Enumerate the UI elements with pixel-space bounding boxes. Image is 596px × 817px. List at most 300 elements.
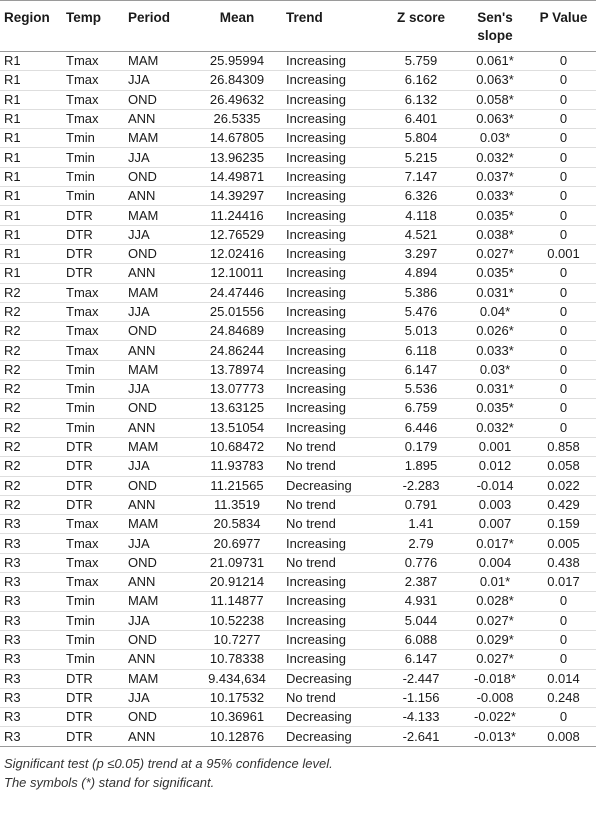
- cell-region: R1: [0, 187, 64, 206]
- cell-temp: Tmax: [64, 341, 126, 360]
- table-row: [0, 611, 596, 630]
- cell-region: R1: [0, 52, 64, 71]
- cell-region: R3: [0, 611, 64, 630]
- cell-trend: Increasing: [280, 360, 383, 379]
- cell-p-value: 0: [531, 264, 596, 283]
- cell-period: OND: [126, 630, 194, 649]
- table-row: [0, 380, 596, 399]
- cell-z-score: -2.641: [383, 727, 459, 746]
- table-row: [0, 457, 596, 476]
- cell-z-score: -1.156: [383, 688, 459, 707]
- table-row: [0, 167, 596, 186]
- cell-mean: 13.78974: [194, 360, 280, 379]
- cell-p-value: 0: [531, 206, 596, 225]
- cell-period: JJA: [126, 148, 194, 167]
- table-row: [0, 553, 596, 572]
- cell-sens-slope: -0.022*: [459, 708, 531, 727]
- cell-region: R3: [0, 534, 64, 553]
- cell-sens-slope: 0.031*: [459, 380, 531, 399]
- table-row: [0, 225, 596, 244]
- cell-region: R2: [0, 495, 64, 514]
- table-row: [0, 476, 596, 495]
- cell-temp: Tmax: [64, 322, 126, 341]
- cell-z-score: 1.41: [383, 515, 459, 534]
- cell-mean: 13.96235: [194, 148, 280, 167]
- cell-trend: Increasing: [280, 244, 383, 263]
- cell-z-score: -2.447: [383, 669, 459, 688]
- cell-sens-slope: 0.038*: [459, 225, 531, 244]
- cell-mean: 14.49871: [194, 167, 280, 186]
- table-row: [0, 630, 596, 649]
- cell-trend: Increasing: [280, 129, 383, 148]
- cell-mean: 20.91214: [194, 573, 280, 592]
- cell-temp: DTR: [64, 437, 126, 456]
- cell-trend: Increasing: [280, 592, 383, 611]
- cell-region: R3: [0, 573, 64, 592]
- cell-z-score: 5.044: [383, 611, 459, 630]
- cell-trend: Increasing: [280, 148, 383, 167]
- cell-trend: Increasing: [280, 90, 383, 109]
- cell-sens-slope: 0.063*: [459, 109, 531, 128]
- table-row: [0, 708, 596, 727]
- table-row: [0, 399, 596, 418]
- cell-period: MAM: [126, 669, 194, 688]
- cell-sens-slope: 0.058*: [459, 90, 531, 109]
- cell-period: JJA: [126, 688, 194, 707]
- cell-mean: 24.47446: [194, 283, 280, 302]
- cell-sens-slope: 0.035*: [459, 399, 531, 418]
- table-row: [0, 109, 596, 128]
- table-row: [0, 148, 596, 167]
- cell-period: OND: [126, 708, 194, 727]
- header-p-value: P Value: [531, 1, 596, 52]
- cell-p-value: 0: [531, 380, 596, 399]
- table-row: [0, 669, 596, 688]
- cell-temp: DTR: [64, 688, 126, 707]
- cell-sens-slope: 0.027*: [459, 244, 531, 263]
- cell-z-score: 2.79: [383, 534, 459, 553]
- cell-trend: Increasing: [280, 380, 383, 399]
- cell-trend: No trend: [280, 457, 383, 476]
- cell-z-score: 6.132: [383, 90, 459, 109]
- cell-mean: 10.7277: [194, 630, 280, 649]
- cell-region: R3: [0, 669, 64, 688]
- cell-period: ANN: [126, 187, 194, 206]
- cell-p-value: 0: [531, 225, 596, 244]
- cell-p-value: 0: [531, 109, 596, 128]
- cell-temp: Tmin: [64, 148, 126, 167]
- cell-sens-slope: 0.028*: [459, 592, 531, 611]
- table-row: [0, 71, 596, 90]
- table-row: [0, 360, 596, 379]
- cell-p-value: 0.438: [531, 553, 596, 572]
- cell-temp: Tmin: [64, 380, 126, 399]
- cell-z-score: 6.147: [383, 650, 459, 669]
- cell-period: OND: [126, 167, 194, 186]
- cell-sens-slope: 0.032*: [459, 148, 531, 167]
- cell-region: R2: [0, 302, 64, 321]
- cell-period: ANN: [126, 341, 194, 360]
- cell-p-value: 0.858: [531, 437, 596, 456]
- cell-mean: 12.02416: [194, 244, 280, 263]
- cell-trend: Increasing: [280, 611, 383, 630]
- cell-trend: Increasing: [280, 322, 383, 341]
- cell-mean: 26.49632: [194, 90, 280, 109]
- cell-period: ANN: [126, 109, 194, 128]
- cell-region: R1: [0, 244, 64, 263]
- cell-trend: Increasing: [280, 71, 383, 90]
- cell-p-value: 0: [531, 302, 596, 321]
- cell-region: R1: [0, 148, 64, 167]
- cell-p-value: 0.429: [531, 495, 596, 514]
- header-row: [0, 1, 596, 52]
- table-row: [0, 515, 596, 534]
- cell-sens-slope: 0.033*: [459, 341, 531, 360]
- cell-temp: DTR: [64, 244, 126, 263]
- cell-sens-slope: 0.037*: [459, 167, 531, 186]
- cell-mean: 11.24416: [194, 206, 280, 225]
- cell-period: OND: [126, 322, 194, 341]
- table-header: [0, 1, 596, 52]
- cell-sens-slope: 0.01*: [459, 573, 531, 592]
- cell-temp: DTR: [64, 264, 126, 283]
- cell-temp: DTR: [64, 457, 126, 476]
- cell-mean: 10.68472: [194, 437, 280, 456]
- cell-sens-slope: 0.004: [459, 553, 531, 572]
- cell-p-value: 0: [531, 52, 596, 71]
- cell-trend: Increasing: [280, 109, 383, 128]
- cell-p-value: 0.014: [531, 669, 596, 688]
- cell-mean: 11.93783: [194, 457, 280, 476]
- header-z-score: Z score: [383, 1, 459, 52]
- cell-mean: 20.5834: [194, 515, 280, 534]
- cell-mean: 21.09731: [194, 553, 280, 572]
- cell-z-score: 5.476: [383, 302, 459, 321]
- cell-region: R3: [0, 592, 64, 611]
- cell-temp: DTR: [64, 206, 126, 225]
- cell-mean: 12.10011: [194, 264, 280, 283]
- cell-period: JJA: [126, 71, 194, 90]
- table-row: [0, 437, 596, 456]
- cell-sens-slope: 0.003: [459, 495, 531, 514]
- cell-temp: Tmin: [64, 167, 126, 186]
- cell-period: ANN: [126, 264, 194, 283]
- cell-period: JJA: [126, 380, 194, 399]
- cell-region: R1: [0, 225, 64, 244]
- cell-trend: Decreasing: [280, 669, 383, 688]
- table-row: [0, 534, 596, 553]
- cell-p-value: 0: [531, 167, 596, 186]
- cell-z-score: 6.759: [383, 399, 459, 418]
- cell-temp: DTR: [64, 669, 126, 688]
- table-row: [0, 244, 596, 263]
- cell-p-value: 0.001: [531, 244, 596, 263]
- cell-z-score: -2.283: [383, 476, 459, 495]
- cell-temp: Tmax: [64, 283, 126, 302]
- cell-temp: DTR: [64, 495, 126, 514]
- cell-sens-slope: 0.035*: [459, 206, 531, 225]
- cell-z-score: 4.931: [383, 592, 459, 611]
- cell-p-value: 0.159: [531, 515, 596, 534]
- cell-sens-slope: 0.03*: [459, 129, 531, 148]
- table-row: [0, 52, 596, 71]
- cell-z-score: 4.521: [383, 225, 459, 244]
- cell-temp: DTR: [64, 476, 126, 495]
- cell-temp: Tmin: [64, 399, 126, 418]
- cell-p-value: 0: [531, 650, 596, 669]
- cell-temp: DTR: [64, 708, 126, 727]
- cell-p-value: 0: [531, 148, 596, 167]
- cell-period: OND: [126, 553, 194, 572]
- cell-z-score: 5.386: [383, 283, 459, 302]
- cell-p-value: 0: [531, 71, 596, 90]
- cell-period: ANN: [126, 495, 194, 514]
- cell-mean: 11.3519: [194, 495, 280, 514]
- cell-region: R1: [0, 206, 64, 225]
- cell-region: R1: [0, 90, 64, 109]
- cell-trend: Increasing: [280, 302, 383, 321]
- cell-period: MAM: [126, 129, 194, 148]
- cell-z-score: 3.297: [383, 244, 459, 263]
- cell-region: R3: [0, 688, 64, 707]
- cell-sens-slope: 0.017*: [459, 534, 531, 553]
- cell-trend: Increasing: [280, 264, 383, 283]
- cell-trend: Decreasing: [280, 727, 383, 746]
- cell-period: JJA: [126, 302, 194, 321]
- header-temp: Temp: [64, 1, 126, 52]
- cell-period: ANN: [126, 727, 194, 746]
- cell-trend: No trend: [280, 553, 383, 572]
- cell-z-score: 0.776: [383, 553, 459, 572]
- cell-z-score: 4.894: [383, 264, 459, 283]
- cell-sens-slope: 0.061*: [459, 52, 531, 71]
- cell-trend: No trend: [280, 688, 383, 707]
- cell-mean: 11.14877: [194, 592, 280, 611]
- cell-mean: 9.434,634: [194, 669, 280, 688]
- cell-region: R2: [0, 476, 64, 495]
- cell-z-score: 4.118: [383, 206, 459, 225]
- cell-temp: Tmin: [64, 129, 126, 148]
- cell-region: R3: [0, 708, 64, 727]
- cell-region: R3: [0, 553, 64, 572]
- cell-trend: Increasing: [280, 52, 383, 71]
- cell-period: MAM: [126, 515, 194, 534]
- cell-period: MAM: [126, 206, 194, 225]
- cell-region: R1: [0, 71, 64, 90]
- cell-z-score: 5.013: [383, 322, 459, 341]
- cell-trend: Increasing: [280, 206, 383, 225]
- cell-p-value: 0.005: [531, 534, 596, 553]
- cell-temp: Tmax: [64, 71, 126, 90]
- cell-trend: Increasing: [280, 418, 383, 437]
- table-row: [0, 727, 596, 746]
- cell-z-score: 0.179: [383, 437, 459, 456]
- header-mean: Mean: [194, 1, 280, 52]
- cell-region: R2: [0, 418, 64, 437]
- cell-temp: Tmax: [64, 534, 126, 553]
- cell-sens-slope: 0.032*: [459, 418, 531, 437]
- cell-trend: No trend: [280, 437, 383, 456]
- table-footnotes: [0, 747, 558, 792]
- cell-sens-slope: -0.008: [459, 688, 531, 707]
- cell-trend: Increasing: [280, 225, 383, 244]
- cell-p-value: 0: [531, 129, 596, 148]
- cell-trend: Increasing: [280, 283, 383, 302]
- cell-temp: Tmin: [64, 187, 126, 206]
- cell-temp: DTR: [64, 225, 126, 244]
- cell-sens-slope: 0.033*: [459, 187, 531, 206]
- header-region: Region: [0, 1, 64, 52]
- cell-temp: Tmin: [64, 592, 126, 611]
- cell-trend: Increasing: [280, 573, 383, 592]
- table-row: [0, 322, 596, 341]
- cell-p-value: 0: [531, 630, 596, 649]
- cell-region: R3: [0, 630, 64, 649]
- cell-period: OND: [126, 244, 194, 263]
- cell-temp: DTR: [64, 727, 126, 746]
- table-row: [0, 341, 596, 360]
- cell-z-score: 6.147: [383, 360, 459, 379]
- cell-region: R2: [0, 283, 64, 302]
- cell-sens-slope: 0.027*: [459, 650, 531, 669]
- cell-mean: 10.52238: [194, 611, 280, 630]
- cell-z-score: 6.326: [383, 187, 459, 206]
- cell-period: OND: [126, 399, 194, 418]
- table-row: [0, 573, 596, 592]
- cell-period: JJA: [126, 457, 194, 476]
- cell-z-score: 6.162: [383, 71, 459, 90]
- cell-sens-slope: 0.027*: [459, 611, 531, 630]
- cell-trend: Increasing: [280, 341, 383, 360]
- cell-temp: Tmax: [64, 553, 126, 572]
- cell-mean: 24.86244: [194, 341, 280, 360]
- cell-z-score: 6.446: [383, 418, 459, 437]
- cell-trend: No trend: [280, 515, 383, 534]
- cell-temp: Tmax: [64, 515, 126, 534]
- cell-trend: Increasing: [280, 187, 383, 206]
- cell-sens-slope: -0.014: [459, 476, 531, 495]
- cell-z-score: 1.895: [383, 457, 459, 476]
- cell-trend: Decreasing: [280, 708, 383, 727]
- cell-mean: 14.67805: [194, 129, 280, 148]
- cell-mean: 13.63125: [194, 399, 280, 418]
- cell-z-score: 5.536: [383, 380, 459, 399]
- cell-p-value: 0: [531, 283, 596, 302]
- cell-period: JJA: [126, 225, 194, 244]
- cell-mean: 10.17532: [194, 688, 280, 707]
- cell-z-score: 7.147: [383, 167, 459, 186]
- cell-z-score: 6.118: [383, 341, 459, 360]
- cell-region: R2: [0, 437, 64, 456]
- cell-period: MAM: [126, 52, 194, 71]
- cell-p-value: 0: [531, 322, 596, 341]
- cell-sens-slope: 0.031*: [459, 283, 531, 302]
- cell-region: R1: [0, 129, 64, 148]
- table-row: [0, 302, 596, 321]
- cell-sens-slope: 0.012: [459, 457, 531, 476]
- cell-sens-slope: 0.063*: [459, 71, 531, 90]
- table-row: [0, 187, 596, 206]
- cell-region: R2: [0, 457, 64, 476]
- cell-temp: Tmax: [64, 573, 126, 592]
- cell-region: R2: [0, 399, 64, 418]
- cell-trend: No trend: [280, 495, 383, 514]
- cell-trend: Increasing: [280, 167, 383, 186]
- cell-region: R3: [0, 650, 64, 669]
- cell-temp: Tmin: [64, 360, 126, 379]
- footnote-significance: Significant test (p ≤0.05) trend at a 95% confidence level.: [4, 755, 333, 771]
- cell-mean: 12.76529: [194, 225, 280, 244]
- table-row: [0, 650, 596, 669]
- table-row: [0, 283, 596, 302]
- table-row: [0, 264, 596, 283]
- cell-mean: 26.84309: [194, 71, 280, 90]
- cell-mean: 25.95994: [194, 52, 280, 71]
- cell-sens-slope: 0.007: [459, 515, 531, 534]
- cell-mean: 13.51054: [194, 418, 280, 437]
- footnote-symbols: The symbols (*) stand for significant.: [4, 774, 215, 790]
- cell-temp: Tmin: [64, 611, 126, 630]
- cell-trend: Increasing: [280, 534, 383, 553]
- cell-mean: 26.5335: [194, 109, 280, 128]
- cell-z-score: 5.215: [383, 148, 459, 167]
- cell-temp: Tmin: [64, 650, 126, 669]
- cell-temp: Tmin: [64, 630, 126, 649]
- cell-p-value: 0: [531, 611, 596, 630]
- table-row: [0, 495, 596, 514]
- cell-p-value: 0: [531, 418, 596, 437]
- table-row: [0, 592, 596, 611]
- cell-sens-slope: -0.013*: [459, 727, 531, 746]
- cell-mean: 14.39297: [194, 187, 280, 206]
- cell-period: MAM: [126, 437, 194, 456]
- header-period: Period: [126, 1, 194, 52]
- cell-sens-slope: 0.04*: [459, 302, 531, 321]
- cell-z-score: 5.759: [383, 52, 459, 71]
- cell-period: OND: [126, 90, 194, 109]
- cell-period: OND: [126, 476, 194, 495]
- cell-p-value: 0: [531, 90, 596, 109]
- cell-mean: 20.6977: [194, 534, 280, 553]
- cell-p-value: 0.008: [531, 727, 596, 746]
- table-row: [0, 90, 596, 109]
- cell-period: JJA: [126, 611, 194, 630]
- cell-trend: Decreasing: [280, 476, 383, 495]
- cell-region: R2: [0, 341, 64, 360]
- cell-period: MAM: [126, 592, 194, 611]
- cell-region: R2: [0, 380, 64, 399]
- header-sens-slope: Sen's slope: [459, 1, 531, 52]
- cell-p-value: 0.058: [531, 457, 596, 476]
- cell-p-value: 0.248: [531, 688, 596, 707]
- cell-region: R1: [0, 109, 64, 128]
- cell-region: R1: [0, 167, 64, 186]
- cell-sens-slope: 0.026*: [459, 322, 531, 341]
- table-row: [0, 688, 596, 707]
- cell-sens-slope: 0.03*: [459, 360, 531, 379]
- cell-trend: Increasing: [280, 399, 383, 418]
- cell-mean: 24.84689: [194, 322, 280, 341]
- cell-mean: 10.78338: [194, 650, 280, 669]
- cell-p-value: 0.017: [531, 573, 596, 592]
- cell-mean: 13.07773: [194, 380, 280, 399]
- cell-p-value: 0: [531, 592, 596, 611]
- cell-period: MAM: [126, 360, 194, 379]
- cell-z-score: 5.804: [383, 129, 459, 148]
- cell-trend: Increasing: [280, 630, 383, 649]
- cell-p-value: 0: [531, 708, 596, 727]
- cell-mean: 11.21565: [194, 476, 280, 495]
